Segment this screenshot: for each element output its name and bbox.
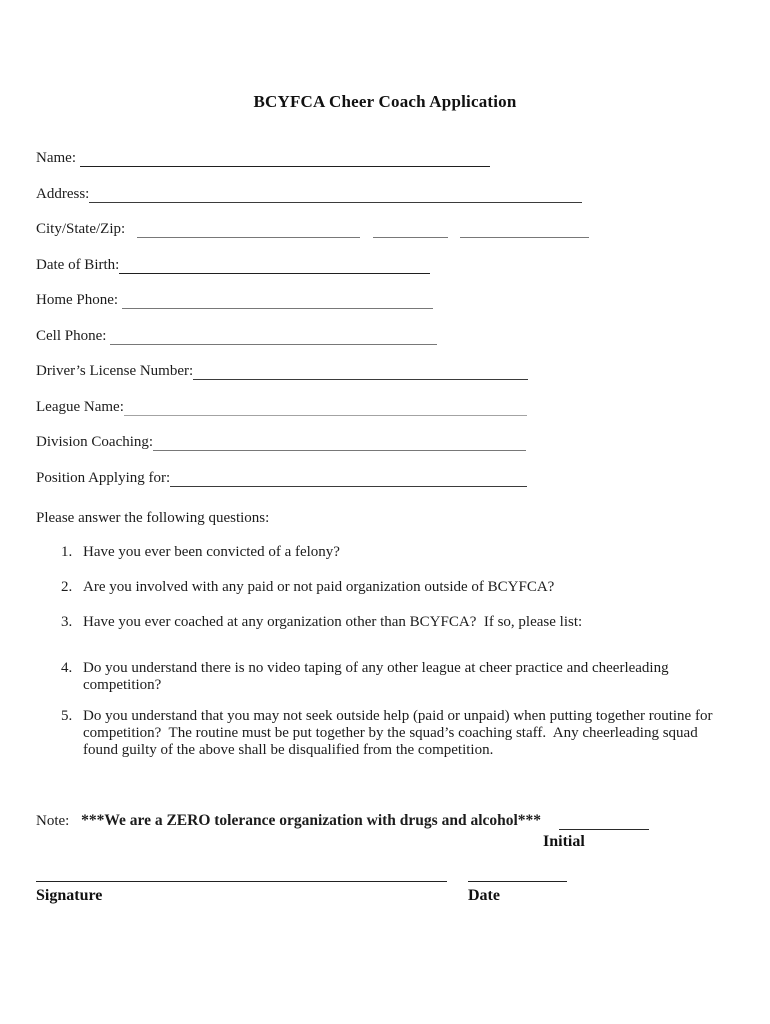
field-row-cell-phone (36, 328, 437, 345)
question-5 (36, 708, 770, 759)
cell-phone-label: Cell Phone: (36, 327, 111, 344)
field-row-address (36, 186, 582, 203)
question-2 (36, 579, 770, 596)
field-row-division-coaching (36, 434, 526, 451)
date-label: Date (468, 886, 500, 904)
league-name-input-line[interactable] (124, 401, 527, 416)
field-row-home-phone (36, 292, 433, 309)
date-input-line[interactable] (468, 880, 567, 882)
zero-tolerance-note (36, 810, 770, 830)
league-name-label: League Name: (36, 398, 124, 415)
question-2-number: 2. (61, 578, 73, 595)
city-state-zip-label: City/State/Zip: (36, 221, 129, 237)
initial-input-line[interactable] (559, 814, 649, 830)
field-row-position-applying (36, 470, 527, 487)
home-phone-input-line[interactable] (122, 294, 433, 309)
question-1 (36, 544, 770, 561)
question-3 (36, 614, 770, 631)
date-of-birth-input-line[interactable] (119, 259, 430, 274)
address-label: Address: (36, 185, 90, 202)
question-3-text: Have you ever coached at any organization other than BCYFCA? If so, please list: (83, 613, 583, 630)
note-prefix: Note: (36, 812, 74, 829)
question-1-text: Have you ever been convicted of a felony? (83, 543, 340, 560)
question-4-text: Do you understand there is no video taping of any other league at cheer practice and cheerleading competition? (83, 659, 673, 693)
question-4-number: 4. (61, 659, 73, 676)
document-title: BCYFCA Cheer Coach Application (253, 92, 517, 111)
name-input-line[interactable] (80, 152, 490, 167)
city-input-line[interactable] (137, 223, 360, 238)
date-of-birth-label: Date of Birth: (36, 256, 120, 273)
position-applying-input-line[interactable] (170, 472, 527, 487)
signature-lines (36, 880, 770, 882)
state-input-line[interactable] (373, 223, 448, 238)
division-coaching-input-line[interactable] (153, 436, 526, 451)
division-coaching-label: Division Coaching: (36, 434, 154, 450)
cell-phone-input-line[interactable] (110, 330, 437, 345)
drivers-license-label: Driver’s License Number: (36, 363, 194, 379)
question-3-number: 3. (61, 613, 73, 630)
question-4 (36, 660, 770, 694)
field-row-league-name (36, 399, 527, 416)
fields-section (36, 150, 770, 487)
question-2-text: Are you involved with any paid or not paid organization outside of BCYFCA? (83, 578, 555, 595)
signature-labels (36, 887, 770, 905)
note-bold-text: ***We are a ZERO tolerance organization with drugs and alcohol*** (81, 811, 542, 829)
position-applying-label: Position Applying for: (36, 469, 171, 486)
name-label: Name: (36, 150, 80, 166)
questions-section (36, 510, 770, 759)
field-row-drivers-license (36, 363, 528, 380)
question-1-number: 1. (61, 543, 73, 560)
field-row-city-state-zip (36, 221, 770, 238)
drivers-license-input-line[interactable] (193, 365, 528, 380)
zip-input-line[interactable] (460, 223, 589, 238)
question-5-number: 5. (61, 707, 73, 724)
home-phone-label: Home Phone: (36, 292, 122, 308)
address-input-line[interactable] (89, 188, 582, 203)
questions-intro: Please answer the following questions: (36, 509, 270, 526)
question-5-text: Do you understand that you may not seek outside help (paid or unpaid) when putting together routine for competition? The routine must be put together by the squad’s coaching staff. Any cheerleading squad found guilty of the above shall be disqualified from the competition. (83, 707, 717, 758)
signature-input-line[interactable] (36, 880, 447, 882)
field-row-name (36, 150, 490, 167)
field-row-date-of-birth (36, 257, 430, 274)
initial-label: Initial (543, 832, 585, 850)
signature-label: Signature (36, 886, 103, 904)
